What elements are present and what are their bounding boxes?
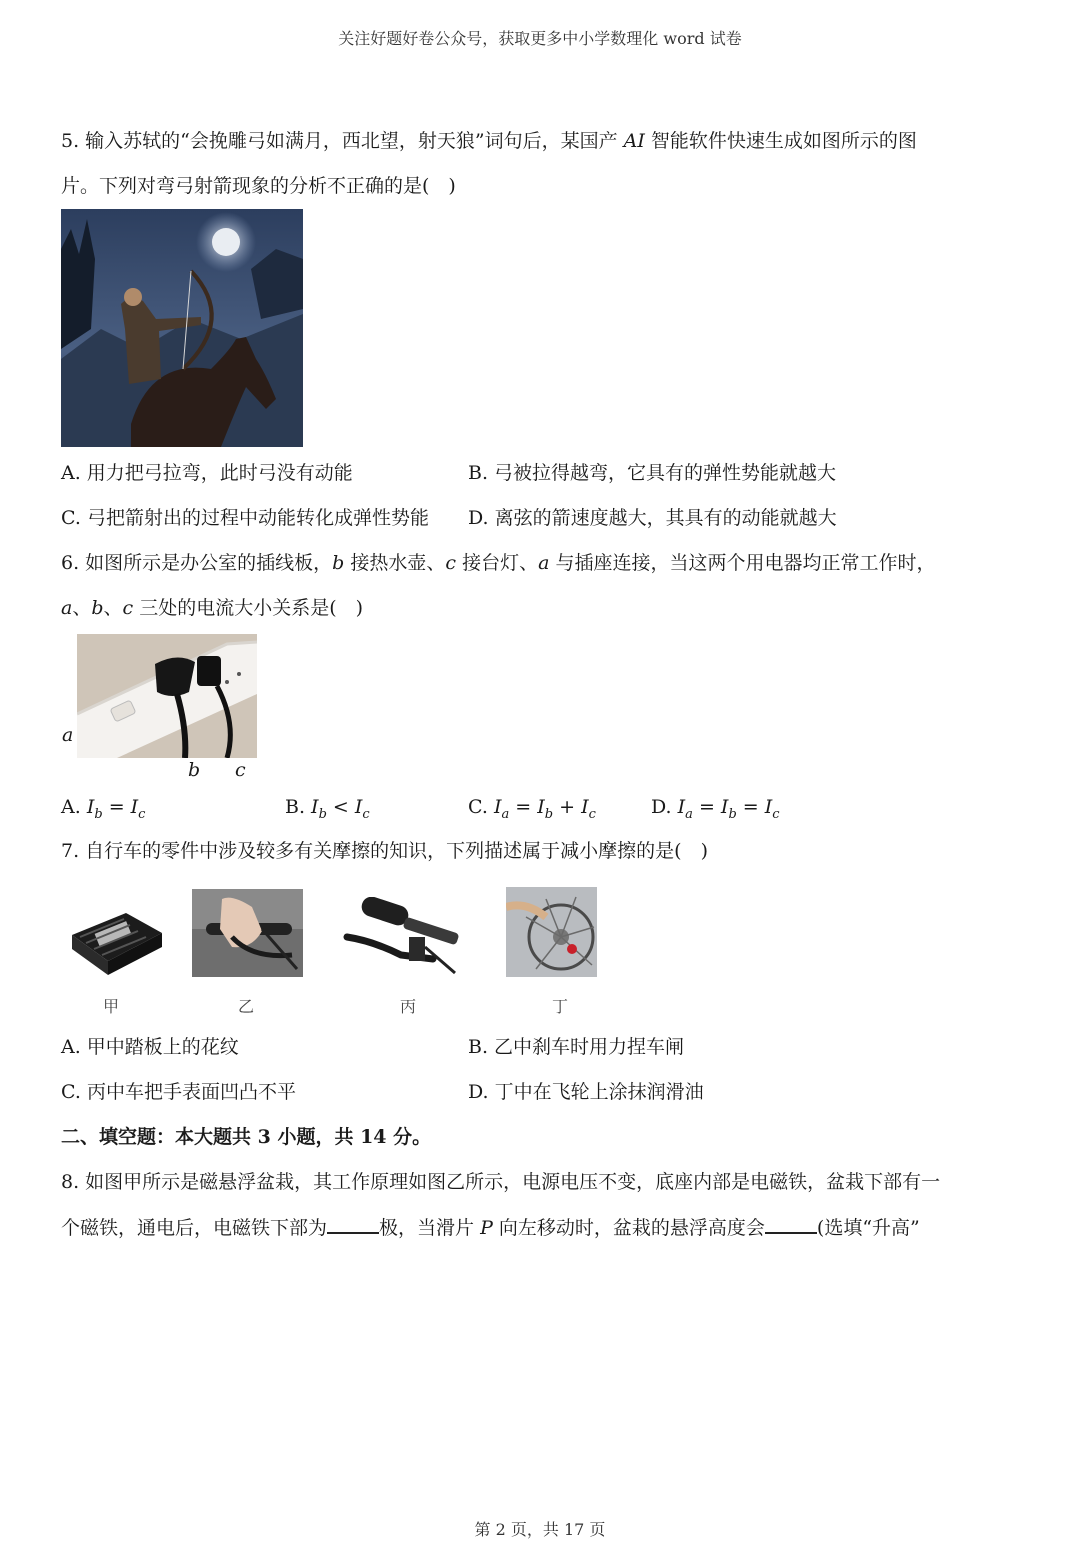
- q5-option-d[interactable]: D. 离弦的箭速度越大，其具有的动能就越大: [468, 507, 837, 529]
- q8-var-p: P: [480, 1217, 493, 1239]
- brake-hand-image: [192, 889, 303, 977]
- q7-option-d[interactable]: D. 丁中在飞轮上涂抹润滑油: [468, 1081, 704, 1103]
- q8-text-2: 极，当滑片: [379, 1217, 481, 1239]
- q8-text-3: 向左移动时，盆栽的悬浮高度会: [492, 1217, 765, 1239]
- q7-option-c[interactable]: C. 丙中车把手表面凹凸不平: [61, 1081, 296, 1103]
- q6-text-1: 6. 如图所示是办公室的插线板，: [61, 552, 333, 574]
- q6-text-2: 接热水壶、: [344, 552, 446, 574]
- q6-l2-sep-2: 、: [103, 597, 123, 619]
- q7-option-b[interactable]: B. 乙中刹车时用力捏车闸: [468, 1036, 685, 1058]
- q6-label-a: a: [62, 724, 74, 746]
- q6-l2-text: 三处的电流大小关系是( ): [133, 597, 364, 619]
- handlebar-grip-image: [343, 897, 459, 979]
- q8-blank-2[interactable]: [765, 1214, 817, 1234]
- q6-stem-line1: [61, 550, 935, 576]
- power-strip-image: [77, 634, 257, 758]
- q8-stem-line2: [61, 1214, 920, 1241]
- q6-l2-var-a: a: [61, 597, 73, 619]
- archer-on-horse-image: [61, 209, 303, 447]
- q5-stem-line2: 片。下列对弯弓射箭现象的分析不正确的是( ): [61, 175, 456, 197]
- q6-option-a[interactable]: A. $I_b = I_c$: [61, 796, 146, 822]
- q5-option-c[interactable]: C. 弓把箭射出的过程中动能转化成弹性势能: [61, 507, 429, 529]
- q7-caption-yi: 乙: [238, 997, 255, 1016]
- q8-text-4: (选填“升高”: [816, 1217, 920, 1239]
- section-heading: 二、填空题：本大题共 3 小题，共 14 分。: [61, 1126, 432, 1148]
- q8-text-1: 个磁铁，通电后，电磁铁下部为: [61, 1217, 328, 1239]
- wheel-lubricate-image: [506, 887, 597, 977]
- q6-label-b: b: [188, 759, 201, 781]
- q5-option-a[interactable]: A. 用力把弓拉弯，此时弓没有动能: [61, 462, 353, 484]
- q6-var-c: c: [445, 552, 457, 574]
- q5-text: 5. 输入苏轼的“会挽雕弓如满月，西北望，射天狼”词句后，某国产: [61, 130, 624, 152]
- q5-text-end: 智能软件快速生成如图所示的图: [644, 130, 917, 152]
- q7-stem: 7. 自行车的零件中涉及较多有关摩擦的知识，下列描述属于减小摩擦的是( ): [61, 840, 708, 862]
- q5-ai-term: AI: [623, 130, 645, 152]
- q8-stem-line1: 8. 如图甲所示是磁悬浮盆栽，其工作原理如图乙所示，电源电压不变，底座内部是电磁铁，盆栽下部有一: [61, 1171, 941, 1193]
- q7-option-a[interactable]: A. 甲中踏板上的花纹: [61, 1036, 239, 1058]
- q6-option-b[interactable]: B. $I_b < I_c$: [285, 796, 370, 822]
- q6-l2-sep-1: 、: [72, 597, 92, 619]
- q5-option-b[interactable]: B. 弓被拉得越弯，它具有的弹性势能就越大: [468, 462, 837, 484]
- q6-text-4: 与插座连接，当这两个用电器均正常工作时，: [549, 552, 936, 574]
- q6-text-3: 接台灯、: [456, 552, 539, 574]
- q5-stem-line1: [61, 128, 917, 154]
- page-header: 关注好题好卷公众号，获取更多中小学数理化 word 试卷: [338, 29, 742, 48]
- q6-stem-line2: [61, 595, 363, 621]
- q6-var-b: b: [332, 552, 345, 574]
- q6-var-a: a: [538, 552, 550, 574]
- q8-blank-1[interactable]: [327, 1214, 379, 1234]
- q6-option-c[interactable]: C. $I_a = I_b + I_c$: [468, 796, 596, 822]
- q6-l2-var-b: b: [91, 597, 104, 619]
- page-footer: 第 2 页，共 17 页: [474, 1520, 606, 1539]
- q7-caption-bing: 丙: [400, 997, 417, 1016]
- q6-option-d[interactable]: D. $I_a = I_b = I_c$: [651, 796, 780, 822]
- q7-caption-ding: 丁: [552, 997, 569, 1016]
- bike-pedal-image: [66, 905, 166, 983]
- q6-label-c: c: [235, 759, 246, 781]
- q6-l2-var-c: c: [122, 597, 134, 619]
- q7-caption-jia: 甲: [103, 997, 120, 1016]
